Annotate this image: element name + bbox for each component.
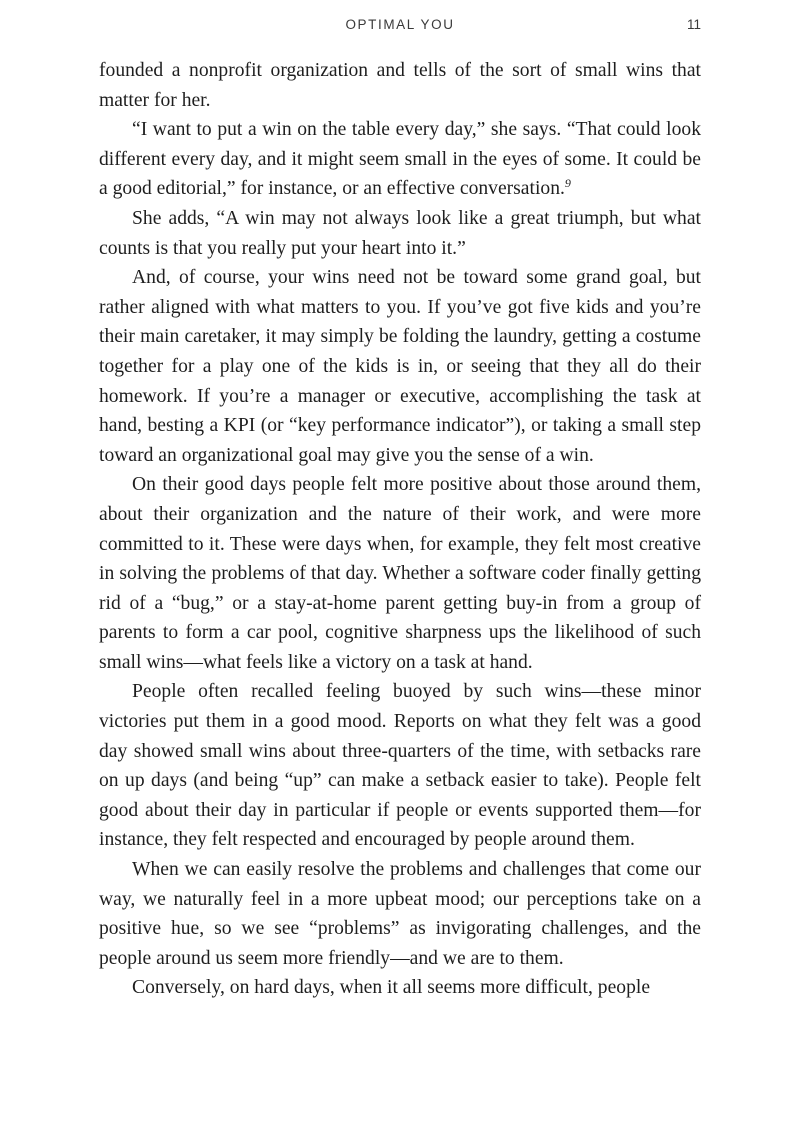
- paragraph-text: founded a nonprofit organization and tells of the sort of small wins that matter for her.: [99, 60, 701, 111]
- paragraph: [99, 263, 701, 470]
- running-head: [99, 14, 701, 36]
- running-title: OPTIMAL YOU: [345, 17, 455, 32]
- paragraph: [99, 115, 701, 204]
- paragraph: [99, 204, 701, 263]
- paragraph-text: And, of course, your wins need not be toward some grand goal, but rather aligned with what matters to you. If you’ve got five kids and you’re their main caretaker, it may simply be folding the laundry, getting a costume together for a play one of the kids is in, or seeing that they all do their homework. If you’re a manager or executive, accomplishing the task at hand, besting a KPI (or “key performance indicator”), or taking a small step toward an organizational goal may give you the sense of a win.: [99, 267, 701, 466]
- paragraph: [99, 470, 701, 677]
- paragraph-text: When we can easily resolve the problems and challenges that come our way, we naturally feel in a more upbeat mood; our perceptions take on a positive hue, so we see “problems” as invigorating challenges, and the people around us seem more friendly—and we are to them.: [99, 859, 701, 969]
- paragraph: [99, 973, 701, 1003]
- paragraph-text: “I want to put a win on the table every day,” she says. “That could look different every day, and it might seem small in the eyes of some. It could be a good editorial,” for instance, or an effective conversation.: [99, 119, 701, 200]
- paragraph-text: People often recalled feeling buoyed by such wins—these minor victories put them in a good mood. Reports on what they felt was a good day showed small wins about three-quarters of the time, with setbacks rare on up days (and being “up” can make a setback easier to take). People felt good about their day in particular if people or events supported them—for instance, they felt respected and encouraged by people around them.: [99, 681, 701, 851]
- paragraph: [99, 677, 701, 855]
- paragraph: [99, 56, 701, 115]
- paragraph-text: She adds, “A win may not always look like a great triumph, but what counts is that you really put your heart into it.”: [99, 207, 701, 259]
- footnote-reference[interactable]: 9: [564, 176, 571, 191]
- paragraph-text: Conversely, on hard days, when it all seems more difficult, people: [132, 977, 651, 999]
- paragraph: [99, 855, 701, 973]
- body-text: [99, 56, 701, 1003]
- paragraph-text: On their good days people felt more positive about those around them, about their organization and the nature of their work, and were more committed to it. These were days when, for example, they felt most creative in solving the problems of that day. Whether a software coder finally getting rid of a “bug,” or a stay-at-home parent getting buy-in from a group of parents to form a car pool, cognitive sharpness ups the likelihood of such small wins—what feels like a victory on a task at hand.: [99, 474, 701, 673]
- page-number: 11: [686, 17, 701, 32]
